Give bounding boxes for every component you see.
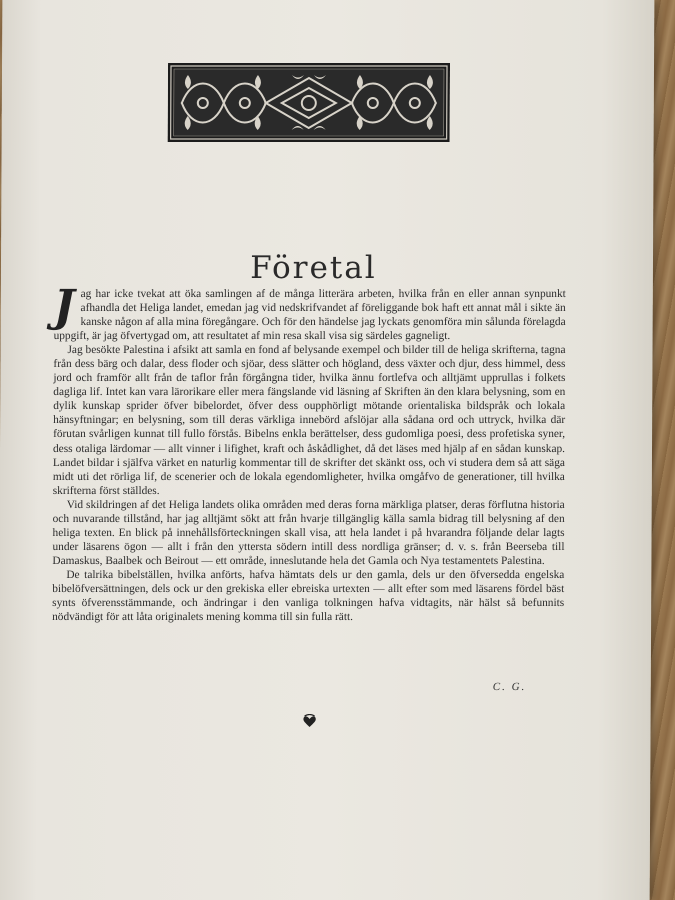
paragraph-3: Vid skildringen af det Heliga landets olika områden med deras forna märkliga platser, deras förflutna historia och nuvarande tillstånd, har jag alltjämt sökt att från hvarje tillgänglig källa samla bidrag till belysning af den heliga texten. En blick på innehållsförteckningen skall visa, att hela landet i på hvarandra följande delar lagts under läsarens ögon — allt i från den yttersta södern intill dess nordliga gränser; d. v. s. från Beerseba till Damaskus, Baalbek och Beirout — ett område, inneslutande hela det Gamla och Nya testamentets Palestina. bbox=[52, 498, 565, 567]
drop-cap: J bbox=[53, 281, 75, 332]
paragraph-4: De talrika bibelställen, hvilka anförts, hafva hämtats dels ur den gamla, dels ur den öfversedda engelska bibelöfversättningen, dels ock ur den grekiska eller ebreiska urtexten — allt efter som med läsarens fördel bäst synts öfverensstämmande, och ändringar i den vanliga tolkningen hafva vidtagits, när hälst så befunnits nödvändigt för att låta originalets mening komma till sin fulla rätt. bbox=[52, 568, 565, 624]
fleuron-ornament bbox=[302, 714, 318, 728]
paragraph-1 bbox=[53, 281, 566, 343]
ornamental-header-band bbox=[168, 63, 450, 142]
signature: C. G. bbox=[492, 681, 527, 693]
preface-text bbox=[52, 281, 566, 624]
paragraph-1-text: ag har icke tvekat att öka samlingen af de många litterära arbeten, hvilka från en eller annan synpunkt afhandla det Heliga landet, emedan jag vid nedskrifvandet af föreliggande bok haft ett annat mål i sikte än kanske någon af alla mina föregångare. Och för den händelse jag lyckats genomföra min sålunda förelagda uppgift, är jag öfvertygad om, att resultatet af min resa skall visa sig särdeles gagneligt. bbox=[53, 288, 566, 343]
page-title: Företal bbox=[250, 250, 377, 286]
paragraph-2: Jag besökte Palestina i afsikt att samla en fond af belysande exempel och bilder till de heliga skrifterna, tagna från dess bärg och dalar, dess floder och sjöar, dess slätter och högland, dess växter och djur, dess himmel, dess jord och framför allt från de taflor från förgångna tider, hvilka ännu fortlefva och alltjämt upprullas i folkets dagliga lif. Intet kan vara lärorikare eller mera fängslande vid läsning af Skriften än den klara belysning, som en dylik kunskap sprider öfver bibelordet, öfver dess oupphörligt mötande orientaliska bildspråk och lokala hänsyftningar; en belysning, som till deras värkliga innebörd afslöjar alla sådana ord och uttryck, hvilka där förutan svårligen kunnat till fullo förstås. Bibelns enkla berättelser, dess gudomliga poesi, dess profetiska syner, dess otaliga lärdomar — allt vinner i lifighet, kraft och åskådlighet, då det läses med hjälp af en sådan kunskap. Landet bildar i själfva värket en naturlig kommentar till de skrifter det skänkt oss, och vi studera dem så att säga midt uti det rörliga lif, de scenerier och de lokala egendomligheter, hvilka omgåfvo de generationer, till hvilka skrifterna först ställdes. bbox=[52, 344, 566, 497]
